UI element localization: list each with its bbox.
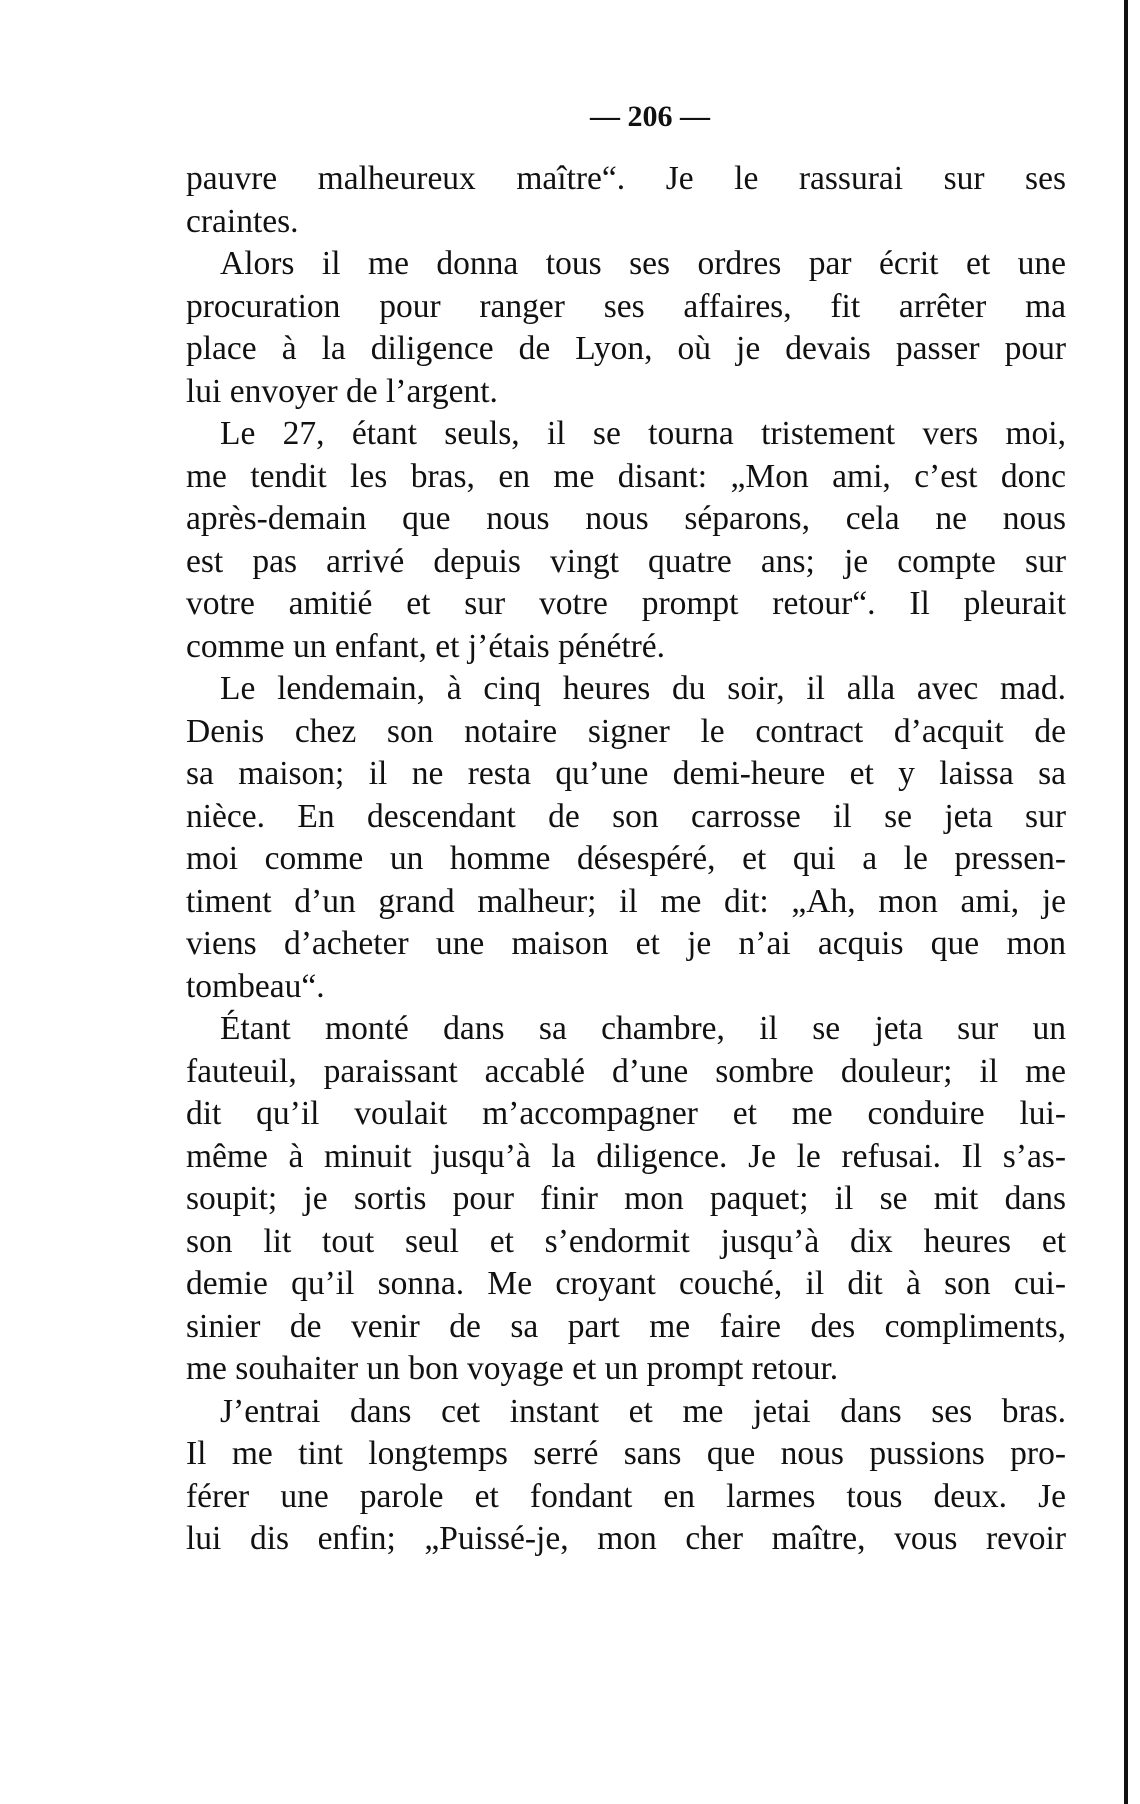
text-line: pauvre malheureux maître“. Je le rassurai sur ses xyxy=(186,160,1066,197)
text-line: est pas arrivé depuis vingt quatre ans; je compte sur xyxy=(186,542,1066,580)
text-line: lui dis enfin; „Puissé-je, mon cher maître, vous revoir xyxy=(186,1520,1066,1557)
text-line: Il me tint longtemps serré sans que nous pussions pro- xyxy=(186,1435,1066,1472)
page-number: — 206 — xyxy=(590,100,710,133)
text-line: même à minuit jusqu’à la diligence. Je le refusai. Il s’as- xyxy=(186,1137,1066,1175)
text-line: demie qu’il sonna. Me croyant couché, il dit à son cui- xyxy=(186,1265,1066,1302)
text-line: me tendit les bras, en me disant: „Mon ami, c’est donc xyxy=(186,457,1066,495)
text-line: Alors il me donna tous ses ordres par écrit et une xyxy=(220,245,1066,282)
text-line: craintes. xyxy=(186,202,299,240)
text-line: après-demain que nous nous séparons, cela ne nous xyxy=(186,500,1066,537)
text-line: tombeau“. xyxy=(186,967,325,1005)
text-line: soupit; je sortis pour finir mon paquet; il se mit dans xyxy=(186,1180,1066,1217)
text-line: sa maison; il ne resta qu’une demi-heure et y laissa sa xyxy=(186,755,1066,792)
text-line: Denis chez son notaire signer le contract d’acquit de xyxy=(186,712,1066,750)
text-line: Le lendemain, à cinq heures du soir, il alla avec mad. xyxy=(220,670,1066,707)
text-line: son lit tout seul et s’endormit jusqu’à dix heures et xyxy=(186,1222,1066,1260)
text-line: sinier de venir de sa part me faire des compliments, xyxy=(186,1307,1066,1345)
text-line: lui envoyer de l’argent. xyxy=(186,372,498,410)
text-line: votre amitié et sur votre prompt retour“. Il pleurait xyxy=(186,585,1066,622)
text-line: férer une parole et fondant en larmes tous deux. Je xyxy=(186,1477,1066,1515)
text-line: Le 27, étant seuls, il se tourna tristement vers moi, xyxy=(220,415,1066,452)
text-line: nièce. En descendant de son carrosse il se jeta sur xyxy=(186,797,1066,835)
text-line: comme un enfant, et j’étais pénétré. xyxy=(186,627,666,665)
text-line: Étant monté dans sa chambre, il se jeta sur un xyxy=(220,1010,1066,1047)
text-line: J’entrai dans cet instant et me jetai dans ses bras. xyxy=(220,1392,1066,1430)
text-line: me souhaiter un bon voyage et un prompt retour. xyxy=(186,1350,839,1387)
text-line: fauteuil, paraissant accablé d’une sombre douleur; il me xyxy=(186,1052,1066,1090)
text-line: timent d’un grand malheur; il me dit: „Ah, mon ami, je xyxy=(186,882,1066,920)
text-line: moi comme un homme désespéré, et qui a le pressen- xyxy=(186,840,1066,877)
text-line: place à la diligence de Lyon, où je devais passer pour xyxy=(186,330,1066,367)
body-text xyxy=(186,158,1066,1561)
page-edge-line xyxy=(1124,0,1128,1804)
text-line: procuration pour ranger ses affaires, fit arrêter ma xyxy=(186,287,1066,325)
text-line: dit qu’il voulait m’accompagner et me conduire lui- xyxy=(186,1095,1066,1132)
text-line: viens d’acheter une maison et je n’ai acquis que mon xyxy=(186,925,1066,962)
